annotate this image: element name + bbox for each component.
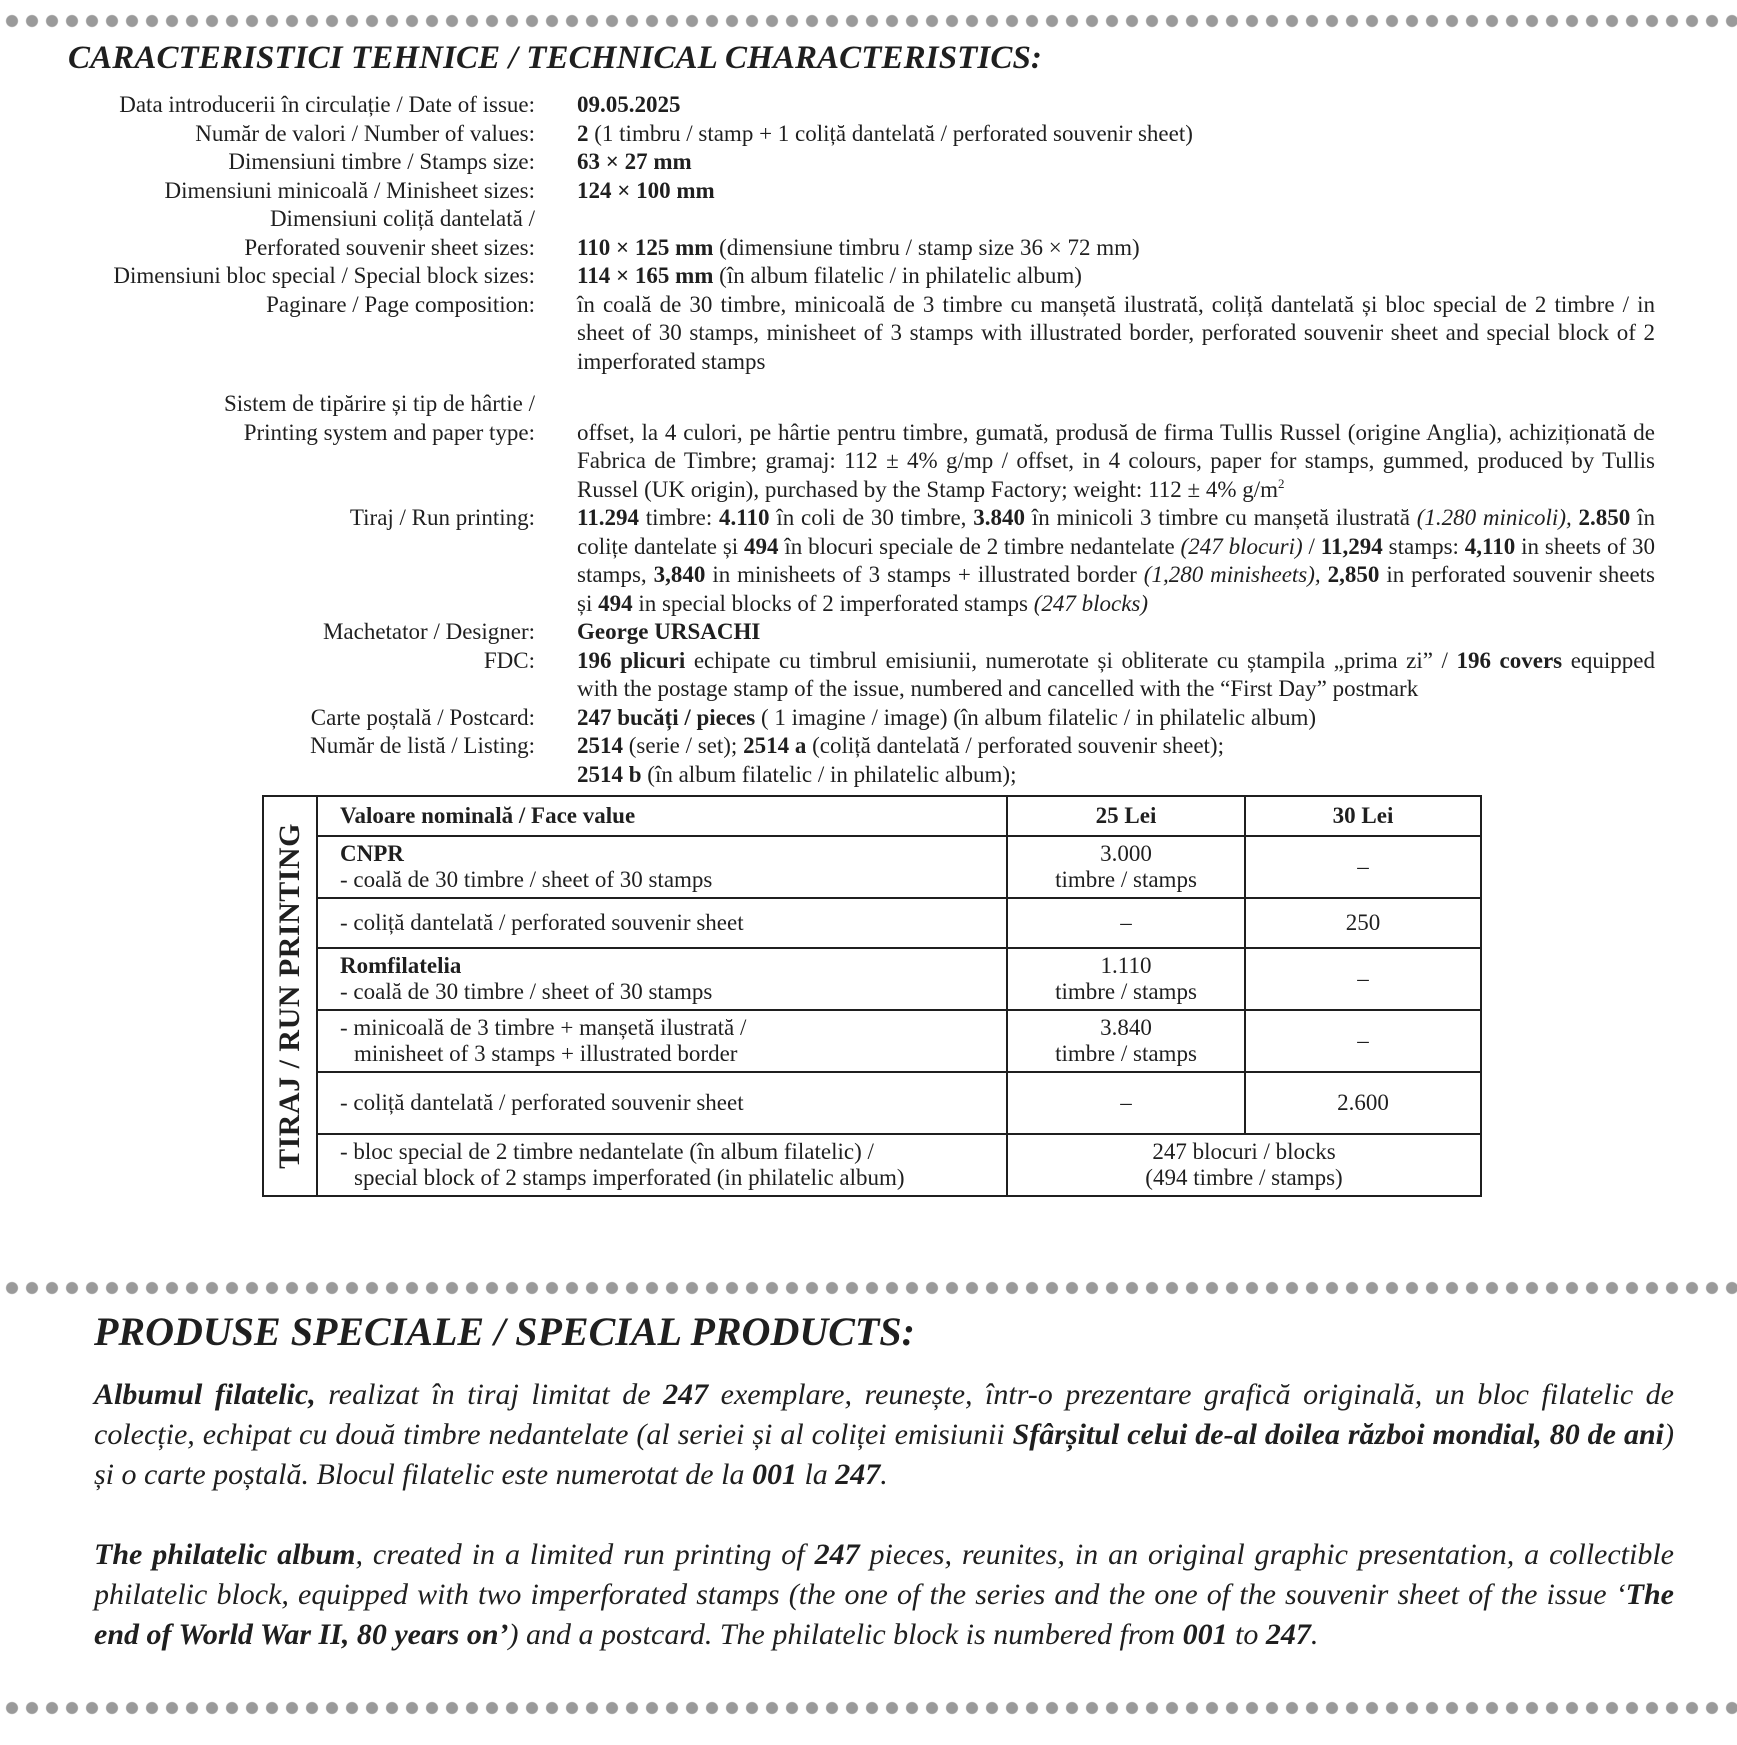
- cell-block-value: 247 blocuri / blocks (494 timbre / stamps): [1007, 1134, 1481, 1196]
- spec-date-row: [0, 91, 1737, 120]
- spec-label: Perforated souvenir sheet sizes:: [244, 234, 535, 260]
- row-label: - coliță dantelată / perforated souvenir sheet: [317, 898, 1007, 948]
- row-label: - minicoală de 3 timbre + manșetă ilustrată / minisheet of 3 stamps + illustrated border: [317, 1010, 1007, 1072]
- spec-value: 2514 (serie / set); 2514 a (coliță dantelată / perforated souvenir sheet); 2514 b (în album filatelic / in philatelic album);: [577, 733, 1224, 787]
- dotted-separator-top: [0, 14, 1737, 28]
- cell-30-lei: –: [1245, 948, 1481, 1010]
- spec-listing-row: [0, 732, 1737, 789]
- spec-minisheet-row: [0, 177, 1737, 206]
- spec-value: 114 × 165 mm: [577, 263, 714, 288]
- row-label: - coliță dantelată / perforated souvenir sheet: [317, 1072, 1007, 1134]
- cell-25-lei: –: [1007, 898, 1245, 948]
- spec-run-row: [0, 504, 1737, 618]
- cell-30-lei: –: [1245, 1010, 1481, 1072]
- spec-value: 124 × 100 mm: [577, 177, 715, 203]
- spec-label: Machetator / Designer:: [322, 619, 535, 644]
- row-label: Romfilatelia - coală de 30 timbre / sheet of 30 stamps: [317, 948, 1007, 1010]
- spec-fdc-row: [0, 647, 1737, 704]
- spec-value: 2: [577, 120, 589, 146]
- spec-value: în coală de 30 timbre, minicoală de 3 timbre cu manșetă ilustrată, coliță dantelată și bloc special de 2 timbre / in sheet of 30 stamps, minisheet of 3 stamps with illustrated border, perforated souvenir sheet and special block of 2 imperforated stamps: [577, 291, 1655, 374]
- spec-value-rest: (în album filatelic / in philatelic album): [713, 263, 1082, 288]
- spec-printing-label-row: [0, 390, 1737, 419]
- spec-label: Dimensiuni coliță dantelată /: [269, 206, 535, 231]
- side-label: TIRAJ / RUN PRINTING: [273, 823, 306, 1169]
- spec-postcard-row: [0, 704, 1737, 733]
- cell-25-lei: 3.000 timbre / stamps: [1007, 836, 1245, 898]
- row-label: - bloc special de 2 timbre nedantelate (în album filatelic) / special block of 2 stamps imperforated (in philatelic album): [317, 1134, 1007, 1196]
- run-printing-table: [262, 795, 1482, 1197]
- spec-value-rest: ( 1 imagine / image) (în album filatelic / in philatelic album): [755, 704, 1317, 730]
- table-header-row: [263, 796, 1481, 836]
- special-products-title: PRODUSE SPECIALE / SPECIAL PRODUCTS:: [94, 1309, 915, 1354]
- special-paragraph-ro: Albumul filatelic, realizat în tiraj limitat de 247 exemplare, reunește, într-o prezentare grafică originală, un bloc filatelic de colecție, echipat cu două timbre nedantelate (al seriei și al coliței emisiunii Sfârșitul celui de-al doilea război mondial, 80 de ani) și o carte poștală. Blocul filatelic este numerotat de la 001 la 247.: [94, 1378, 1675, 1491]
- spec-label: FDC:: [483, 647, 535, 673]
- superscript: 2: [1278, 475, 1285, 491]
- spec-value: 09.05.2025: [577, 92, 681, 117]
- spec-label: Data introducerii în circulație / Date of issue:: [119, 92, 535, 117]
- spec-value: 63 × 27 mm: [577, 149, 692, 174]
- cell-30-lei: –: [1245, 836, 1481, 898]
- spec-value: 247 bucăți / pieces: [577, 704, 756, 730]
- spec-value: 196 plicuri echipate cu timbrul emisiunii, numerotate și obliterate cu ștampila „prima zi” / 196 covers equipped with the postage stamp of the issue, numbered and cancelled with the “First Day” postmark: [577, 647, 1656, 701]
- table-row: [263, 948, 1481, 1010]
- spec-label: Dimensiuni minicoală / Minisheet sizes:: [164, 177, 535, 203]
- table-row: [263, 898, 1481, 948]
- spec-stamp-size-row: [0, 148, 1737, 177]
- spec-value: 110 × 125 mm: [577, 234, 714, 260]
- spec-label: Paginare / Page composition:: [266, 291, 535, 317]
- spec-label: Sistem de tipărire și tip de hârtie /: [223, 391, 535, 416]
- cell-30-lei: 250: [1245, 898, 1481, 948]
- cell-25-lei: 3.840 timbre / stamps: [1007, 1010, 1245, 1072]
- table-row: [263, 1072, 1481, 1134]
- spec-value: offset, la 4 culori, pe hârtie pentru timbre, gumată, produsă de firma Tullis Russel (origine Anglia), achiziționată de Fabrica de Timbre; gramaj: 112 ± 4% g/mp / offset, in 4 colours, paper for stamps, gummed, produced by Tullis Russel (UK origin), purchased by the Stamp Factory; weight: 112 ± 4% g/m: [577, 419, 1655, 502]
- cell-25-lei: 1.110 timbre / stamps: [1007, 948, 1245, 1010]
- spec-value: George URSACHI: [577, 619, 761, 644]
- spec-label: Număr de valori / Number of values:: [195, 120, 535, 146]
- spec-label: Dimensiuni timbre / Stamps size:: [228, 149, 535, 174]
- row-label: CNPR - coală de 30 timbre / sheet of 30 stamps: [317, 836, 1007, 898]
- dotted-separator-middle: [0, 1281, 1737, 1295]
- dotted-separator-bottom: [0, 1701, 1737, 1715]
- technical-title: CARACTERISTICI TEHNICE / TECHNICAL CHARACTERISTICS:: [68, 40, 1043, 76]
- spec-designer-row: [0, 618, 1737, 647]
- spec-value: 11.294 timbre: 4.110 în coli de 30 timbre, 3.840 în minicoli 3 timbre cu manșetă ilustrată (1.280 minicoli), 2.850 în colițe dantelate și 494 în blocuri speciale de 2 timbre nedantelate (247 blocuri) / 11,294 stamps: 4,110 in sheets of 30 stamps, 3,840 in minisheets of 3 stamps + illustrated border (1,280 minisheets), 2,850 in perforated souvenir sheets și 494 in special blocks of 2 imperforated stamps (247 blocks): [577, 505, 1656, 616]
- technical-specs: [0, 91, 1737, 789]
- spec-block-row: [0, 262, 1737, 291]
- spec-value-rest: (dimensiune timbru / stamp size 36 × 72 mm): [713, 234, 1140, 260]
- spec-label: Număr de listă / Listing:: [310, 733, 535, 758]
- spec-label: Printing system and paper type:: [243, 419, 535, 445]
- table-row: [263, 1010, 1481, 1072]
- spec-values-row: [0, 120, 1737, 149]
- spec-label: Dimensiuni bloc special / Special block sizes:: [113, 263, 535, 288]
- spec-value-rest: (1 timbru / stamp + 1 coliță dantelată / perforated souvenir sheet): [588, 120, 1193, 146]
- cell-25-lei: –: [1007, 1072, 1245, 1134]
- header-25-lei: 25 Lei: [1007, 796, 1245, 836]
- header-face-value: Valoare nominală / Face value: [317, 796, 1007, 836]
- spec-label: Carte poștală / Postcard:: [310, 704, 535, 730]
- spec-printing-row: [0, 419, 1737, 505]
- header-30-lei: 30 Lei: [1245, 796, 1481, 836]
- side-label-cell: [263, 796, 317, 1196]
- special-paragraph-en: The philatelic album, created in a limited run printing of 247 pieces, reunites, in an original graphic presentation, a collectible philatelic block, equipped with two imperforated stamps (the one of the series and the one of the souvenir sheet of the issue ‘The end of World War II, 80 years on’) and a postcard. The philatelic block is numbered from 001 to 247.: [94, 1538, 1675, 1651]
- table-row: [263, 836, 1481, 898]
- spec-souvenir-label-row: [0, 205, 1737, 234]
- spec-souvenir-row: [0, 234, 1737, 263]
- spec-label: Tiraj / Run printing:: [349, 505, 535, 530]
- spec-page-row: [0, 291, 1737, 377]
- cell-30-lei: 2.600: [1245, 1072, 1481, 1134]
- table-row: [263, 1134, 1481, 1196]
